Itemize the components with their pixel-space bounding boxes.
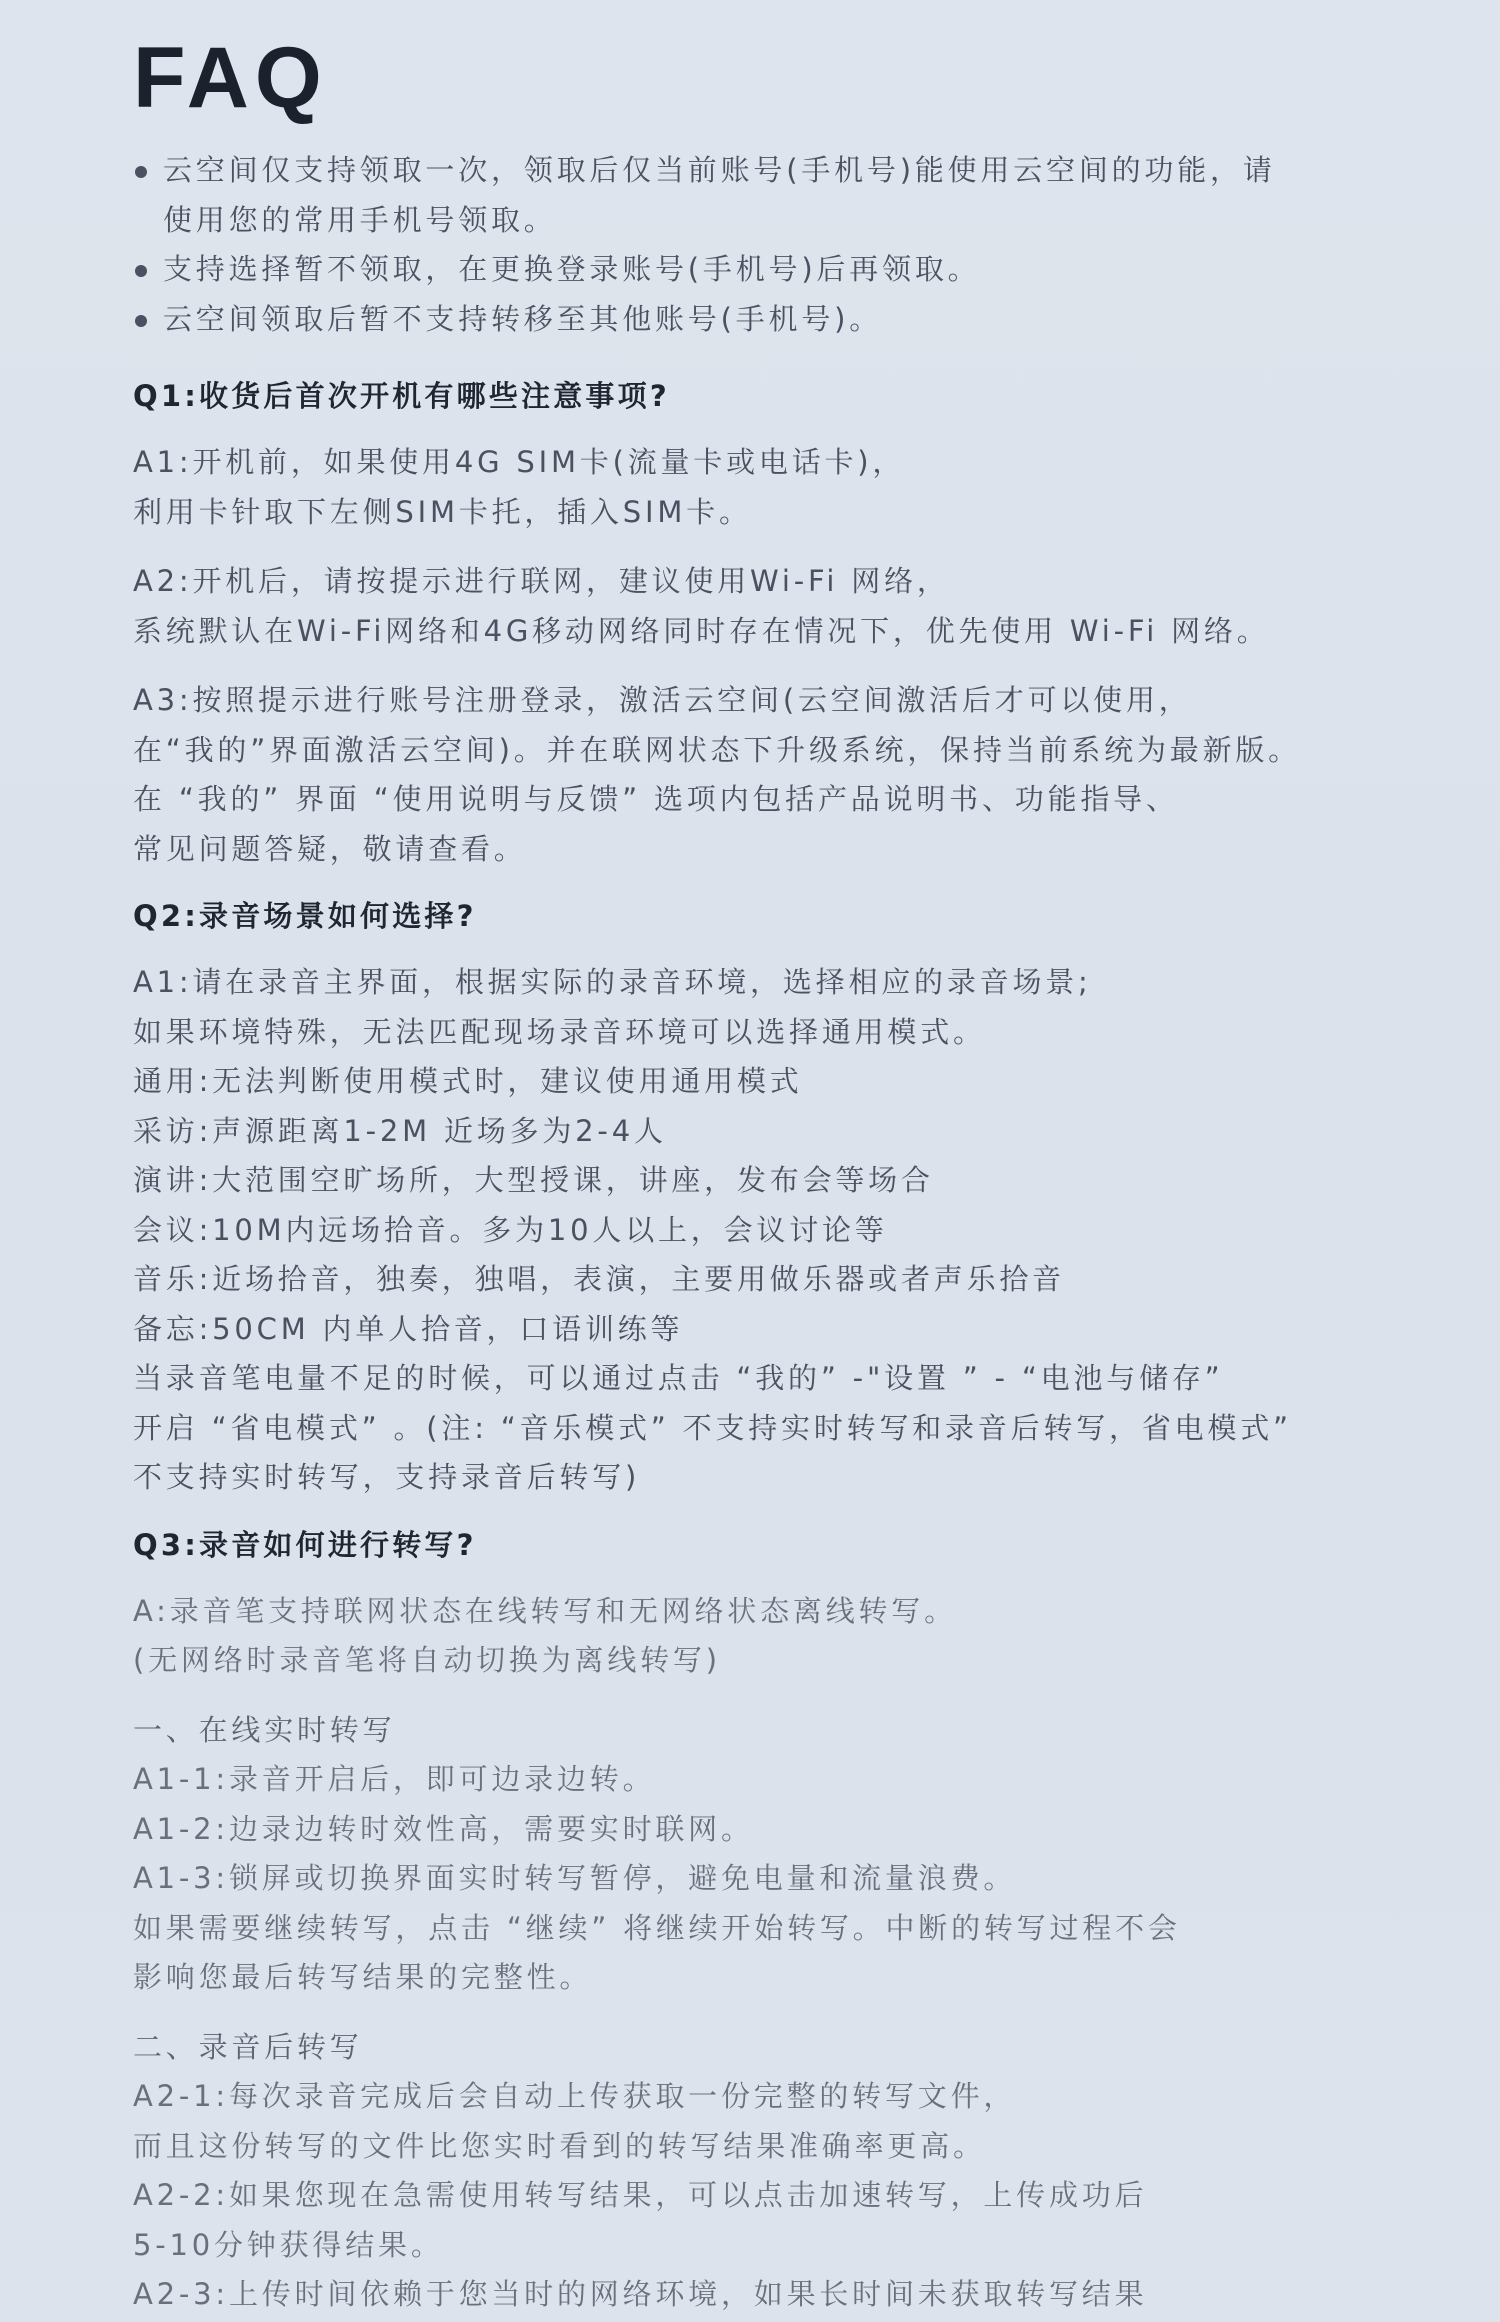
answer-line: A1-1:录音开启后，即可边录边转。	[133, 1762, 656, 1796]
answer-line: A2-1:每次录音完成后会自动上传获取一份完整的转写文件，	[133, 2079, 1017, 2113]
notes-list	[133, 146, 1420, 344]
answer-line: 在 “我的” 界面 “使用说明与反馈” 选项内包括产品说明书、功能指导、	[133, 782, 1179, 816]
answer-line: 采访:声源距离1-2M 近场多为2-4人	[133, 1113, 667, 1148]
answer-line: A1-3:锁屏或切换界面实时转写暂停，避免电量和流量浪费。	[133, 1861, 1017, 1895]
answer-line: 利用卡针取下左侧SIM卡托，插入SIM卡。	[133, 494, 752, 529]
answer-line: A1:开机前，如果使用4G SIM卡(流量卡或电话卡)，	[133, 445, 906, 479]
answer-line: (无网络时录音笔将自动切换为离线转写)	[133, 1643, 721, 1677]
answer-line: 在“我的”界面激活云空间)。并在联网状态下升级系统，保持当前系统为最新版。	[133, 732, 1301, 767]
page-title: FAQ	[133, 30, 328, 126]
answer-line: 当录音笔电量不足的时候，可以通过点击 “我的” -"设置 ” - “电池与储存”	[133, 1361, 1224, 1395]
question-title: Q2:录音场景如何选择?	[133, 899, 477, 933]
answer-block	[133, 676, 1420, 874]
bullet-dot-icon	[135, 315, 147, 327]
answer-line: A1:请在录音主界面，根据实际的录音环境，选择相应的录音场景;	[133, 965, 1092, 999]
answer-line: 系统默认在Wi-Fi网络和4G移动网络同时存在情况下，优先使用 Wi-Fi 网络。	[133, 613, 1270, 648]
note-item	[133, 295, 1420, 345]
note-item	[133, 146, 1420, 245]
answer-line: A2:开机后，请按提示进行联网，建议使用Wi-Fi 网络，	[133, 564, 950, 598]
subsection-online	[133, 1706, 1420, 2003]
note-line: 云空间仅支持领取一次，领取后仅当前账号(手机号)能使用云空间的功能，请	[163, 153, 1276, 187]
answer-line: 备忘:50CM 内单人拾音，口语训练等	[133, 1311, 684, 1346]
answer-line: 通用:无法判断使用模式时，建议使用通用模式	[133, 1064, 803, 1098]
answer-line: 而且这份转写的文件比您实时看到的转写结果准确率更高。	[133, 2128, 986, 2163]
answer-line: 常见问题答疑，敬请查看。	[133, 831, 527, 866]
question-title: Q1:收货后首次开机有哪些注意事项?	[133, 379, 670, 413]
subsection-after-recording	[133, 2023, 1420, 2320]
answer-line: 不支持实时转写，支持录音后转写)	[133, 1460, 641, 1494]
answer-block	[133, 557, 1420, 656]
note-item	[133, 245, 1420, 295]
answer-block	[133, 1587, 1420, 1686]
question-title: Q3:录音如何进行转写?	[133, 1527, 477, 1562]
answer-line: 如果需要继续转写，点击 “继续” 将继续开始转写。中断的转写过程不会	[133, 1910, 1181, 1945]
answer-line: A2-3:上传时间依赖于您当时的网络环境，如果长时间未获取转写结果	[133, 2277, 1148, 2311]
answer-block	[133, 438, 1420, 537]
answer-line: 音乐:近场拾音，独奏，独唱，表演，主要用做乐器或者声乐拾音	[133, 1262, 1065, 1296]
answer-line: 如果环境特殊，无法匹配现场录音环境可以选择通用模式。	[133, 1014, 986, 1049]
answer-line: 开启 “省电模式” 。(注: “音乐模式” 不支持实时转写和录音后转写，省电模式”	[133, 1410, 1292, 1445]
answer-line: 会议:10M内远场拾音。多为10人以上，会议讨论等	[133, 1212, 888, 1247]
note-line: 使用您的常用手机号领取。	[163, 202, 557, 237]
answer-line: 演讲:大范围空旷场所，大型授课，讲座，发布会等场合	[133, 1163, 934, 1197]
note-line: 支持选择暂不领取，在更换登录账号(手机号)后再领取。	[163, 252, 981, 286]
faq-section-q3	[133, 1523, 1420, 2320]
note-line: 云空间领取后暂不支持转移至其他账号(手机号)。	[163, 301, 883, 336]
answer-line: 5-10分钟获得结果。	[133, 2227, 444, 2262]
answer-line: A2-2:如果您现在急需使用转写结果，可以点击加速转写，上传成功后	[133, 2178, 1148, 2212]
answer-line: A1-2:边录边转时效性高，需要实时联网。	[133, 1811, 754, 1846]
subsection-heading: 二、录音后转写	[133, 2029, 363, 2064]
answer-line: A3:按照提示进行账号注册登录，激活云空间(云空间激活后才可以使用，	[133, 683, 1192, 717]
faq-section-q1	[133, 374, 1420, 874]
bullet-dot-icon	[135, 166, 147, 178]
answer-block	[133, 958, 1420, 1503]
subsection-heading: 一、在线实时转写	[133, 1712, 396, 1747]
faq-section-q2	[133, 894, 1420, 1503]
bullet-dot-icon	[135, 265, 147, 277]
answer-line: A:录音笔支持联网状态在线转写和无网络状态离线转写。	[133, 1593, 957, 1628]
answer-line: 影响您最后转写结果的完整性。	[133, 1960, 593, 1994]
